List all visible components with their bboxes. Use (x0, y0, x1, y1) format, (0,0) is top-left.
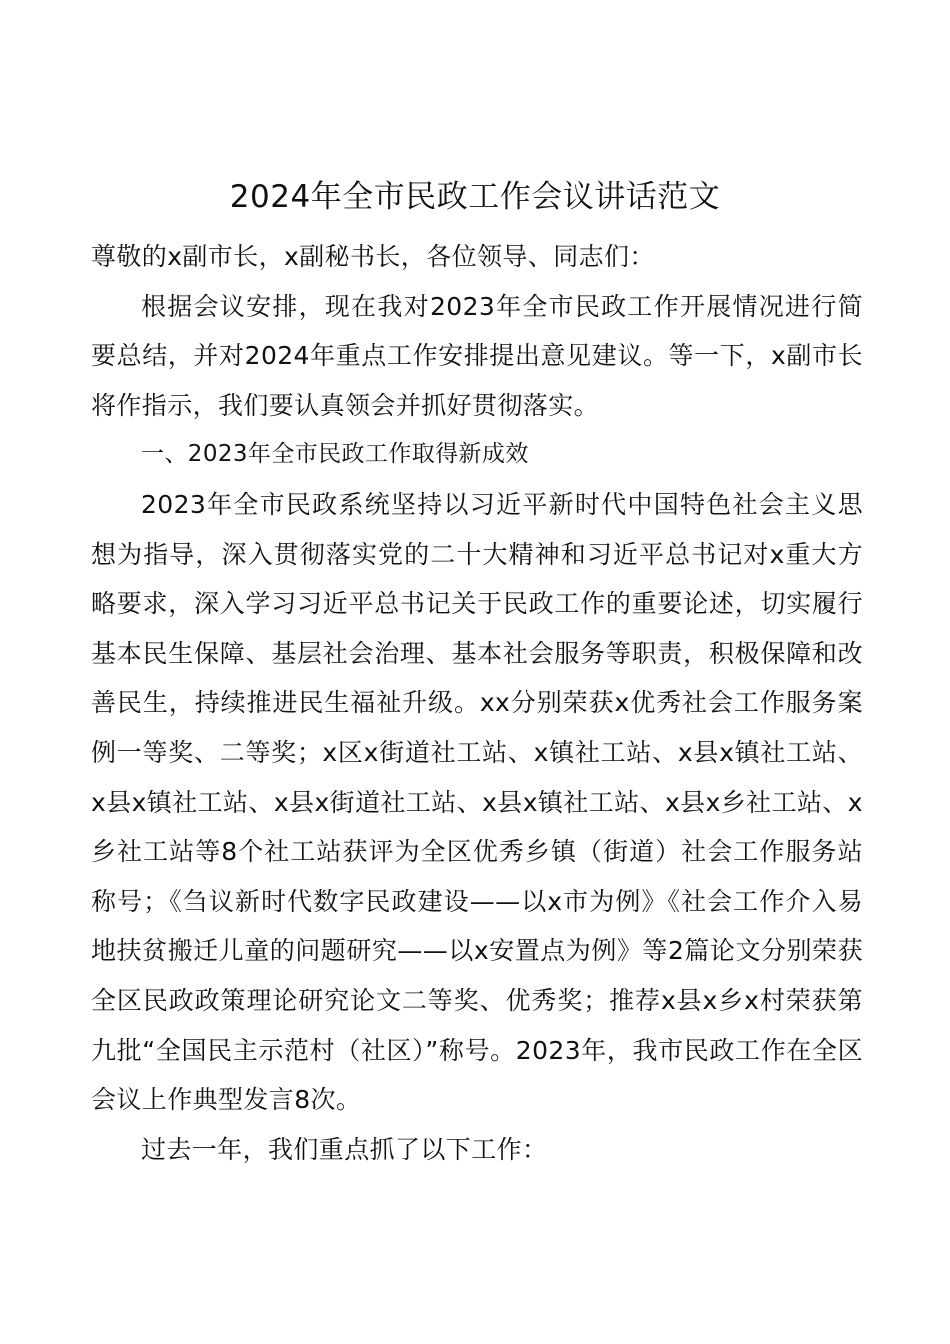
transition-paragraph: 过去一年，我们重点抓了以下工作： (141, 1134, 548, 1164)
salutation-paragraph: 尊敬的x副市长，x副秘书长，各位领导、同志们： (91, 242, 655, 271)
achievements-paragraph: 2023年全市民政系统坚持以习近平新时代中国特色社会主义思想为指导，深入贯彻落实党的二十大精神和习近平总书记对x重大方略要求，深入学习习近平总书记关于民政工作的重要论述，切实履行基本民生保障、基层社会治理、基本社会服务等职责，积极保障和改善民生，持续推进民生福祉升级。xx分别荣获x优秀社会工作服务案例一等奖、二等奖；x区x街道社工站、x镇社工站、x县x镇社工站、x县x镇社工站、x县x街道社工站、x县x镇社工站、x县x乡社工站、x乡社工站等8个社工站获评为全区优秀乡镇（街道）社会工作服务站称号；《刍议新时代数字民政建设——以x市为例》《社会工作介入易地扶贫搬迁儿童的问题研究——以x安置点为例》等2篇论文分别荣获全区民政政策理论研究论文二等奖、优秀奖；推荐x县x乡x村荣获第九批“全国民主示范村（社区）”称号。2023年，我市民政工作在全区会议上作典型发言8次。 (91, 489, 863, 1115)
document-title: 2024年全市民政工作会议讲话范文 (229, 179, 721, 215)
intro-paragraph: 根据会议安排，现在我对2023年全市民政工作开展情况进行简要总结，并对2024年重点工作安排提出意见建议。等一下，x副市长将作指示，我们要认真领会并抓好贯彻落实。 (91, 291, 863, 420)
document-body (91, 232, 863, 1174)
section-heading: 一、2023年全市民政工作取得新成效 (141, 441, 529, 468)
